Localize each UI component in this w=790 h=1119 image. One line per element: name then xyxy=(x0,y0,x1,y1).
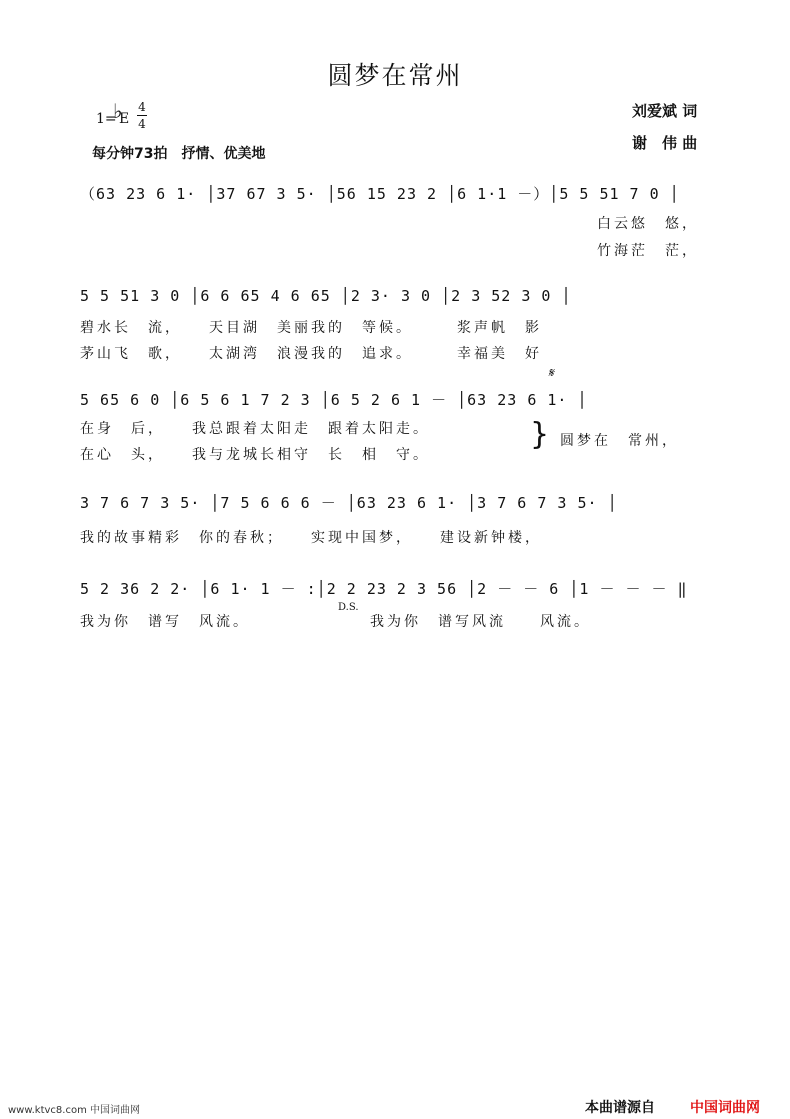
score-row-2-lyric-2: 茅山飞 歌， 太湖湾 浪漫我的 追求。 幸福美 好 xyxy=(80,346,542,362)
footer-source-name: 中国词曲网 xyxy=(690,1100,760,1116)
brace-icon: } xyxy=(530,417,550,452)
score-row-1-lyric-2: 竹海茫 茫， xyxy=(597,243,699,259)
lyricist-credit: 刘爱斌 词 xyxy=(632,102,698,120)
score-row-2-lyric-1: 碧水长 流， 天目湖 美丽我的 等候。 浆声帆 影 xyxy=(80,320,542,336)
tempo-marking: 每分钟73拍 抒情、优美地 xyxy=(92,146,266,162)
score-row-3-lyric-2: 在心 头， 我与龙城长相守 长 相 守。 xyxy=(80,447,430,463)
segno-icon: 𝄋 xyxy=(548,366,554,381)
composer-credit: 谢 伟 曲 xyxy=(632,134,698,152)
key-signature: 1= xyxy=(96,111,117,127)
score-row-4-notes: 3 7 6 7 3 5· │7 5 6 6 6 － │63 23 6 1· │3 7 6 7 3 5· │ xyxy=(80,494,618,512)
score-row-5-lyric-1: 我为你 谱写 风流。 xyxy=(80,614,277,630)
score-row-2-notes: 5 5 51 3 0 │6 6 65 4 6 65 │2 3· 3 0 │2 3 52 3 0 │ xyxy=(80,287,572,305)
score-row-4-lyric-1: 我的故事精彩 你的春秋； 实现中国梦， 建设新钟楼， xyxy=(80,530,542,546)
footer-source-label: 本曲谱源自 xyxy=(585,1100,655,1116)
score-row-5-notes: 5 2 36 2 2· │6 1· 1 － :│2 2 23 2 3 56 │2 － － 6 │1 － － － ‖ xyxy=(80,580,688,598)
flat-icon: ♭ xyxy=(113,99,123,123)
score-row-3-lyric-1: 在身 后， 我总跟着太阳走 跟着太阳走。 xyxy=(80,421,430,437)
score-row-1-lyric-1: 白云悠 悠， xyxy=(597,216,699,232)
score-row-5-lyric-2: 我为你 谱写风流 风流。 xyxy=(370,614,591,630)
key-note: E xyxy=(119,111,130,127)
score-row-1-notes: （63 23 6 1· │37 67 3 5· │56 15 23 2 │6 1·1 －）│5 5 51 7 0 │ xyxy=(80,185,680,203)
score-row-3-refrain: 圆梦在 常州， xyxy=(560,433,679,449)
ds-marking: D.S. xyxy=(338,602,359,613)
score-row-3-notes: 5 65 6 0 │6 5 6 1 7 2 3 │6 5 2 6 1 － │63 23 6 1· │ xyxy=(80,391,588,409)
time-signature: 4 4 xyxy=(138,100,146,131)
footer-site: www.ktvc8.com 中国词曲网 xyxy=(8,1105,141,1116)
song-title: 圆梦在常州 xyxy=(327,61,463,90)
